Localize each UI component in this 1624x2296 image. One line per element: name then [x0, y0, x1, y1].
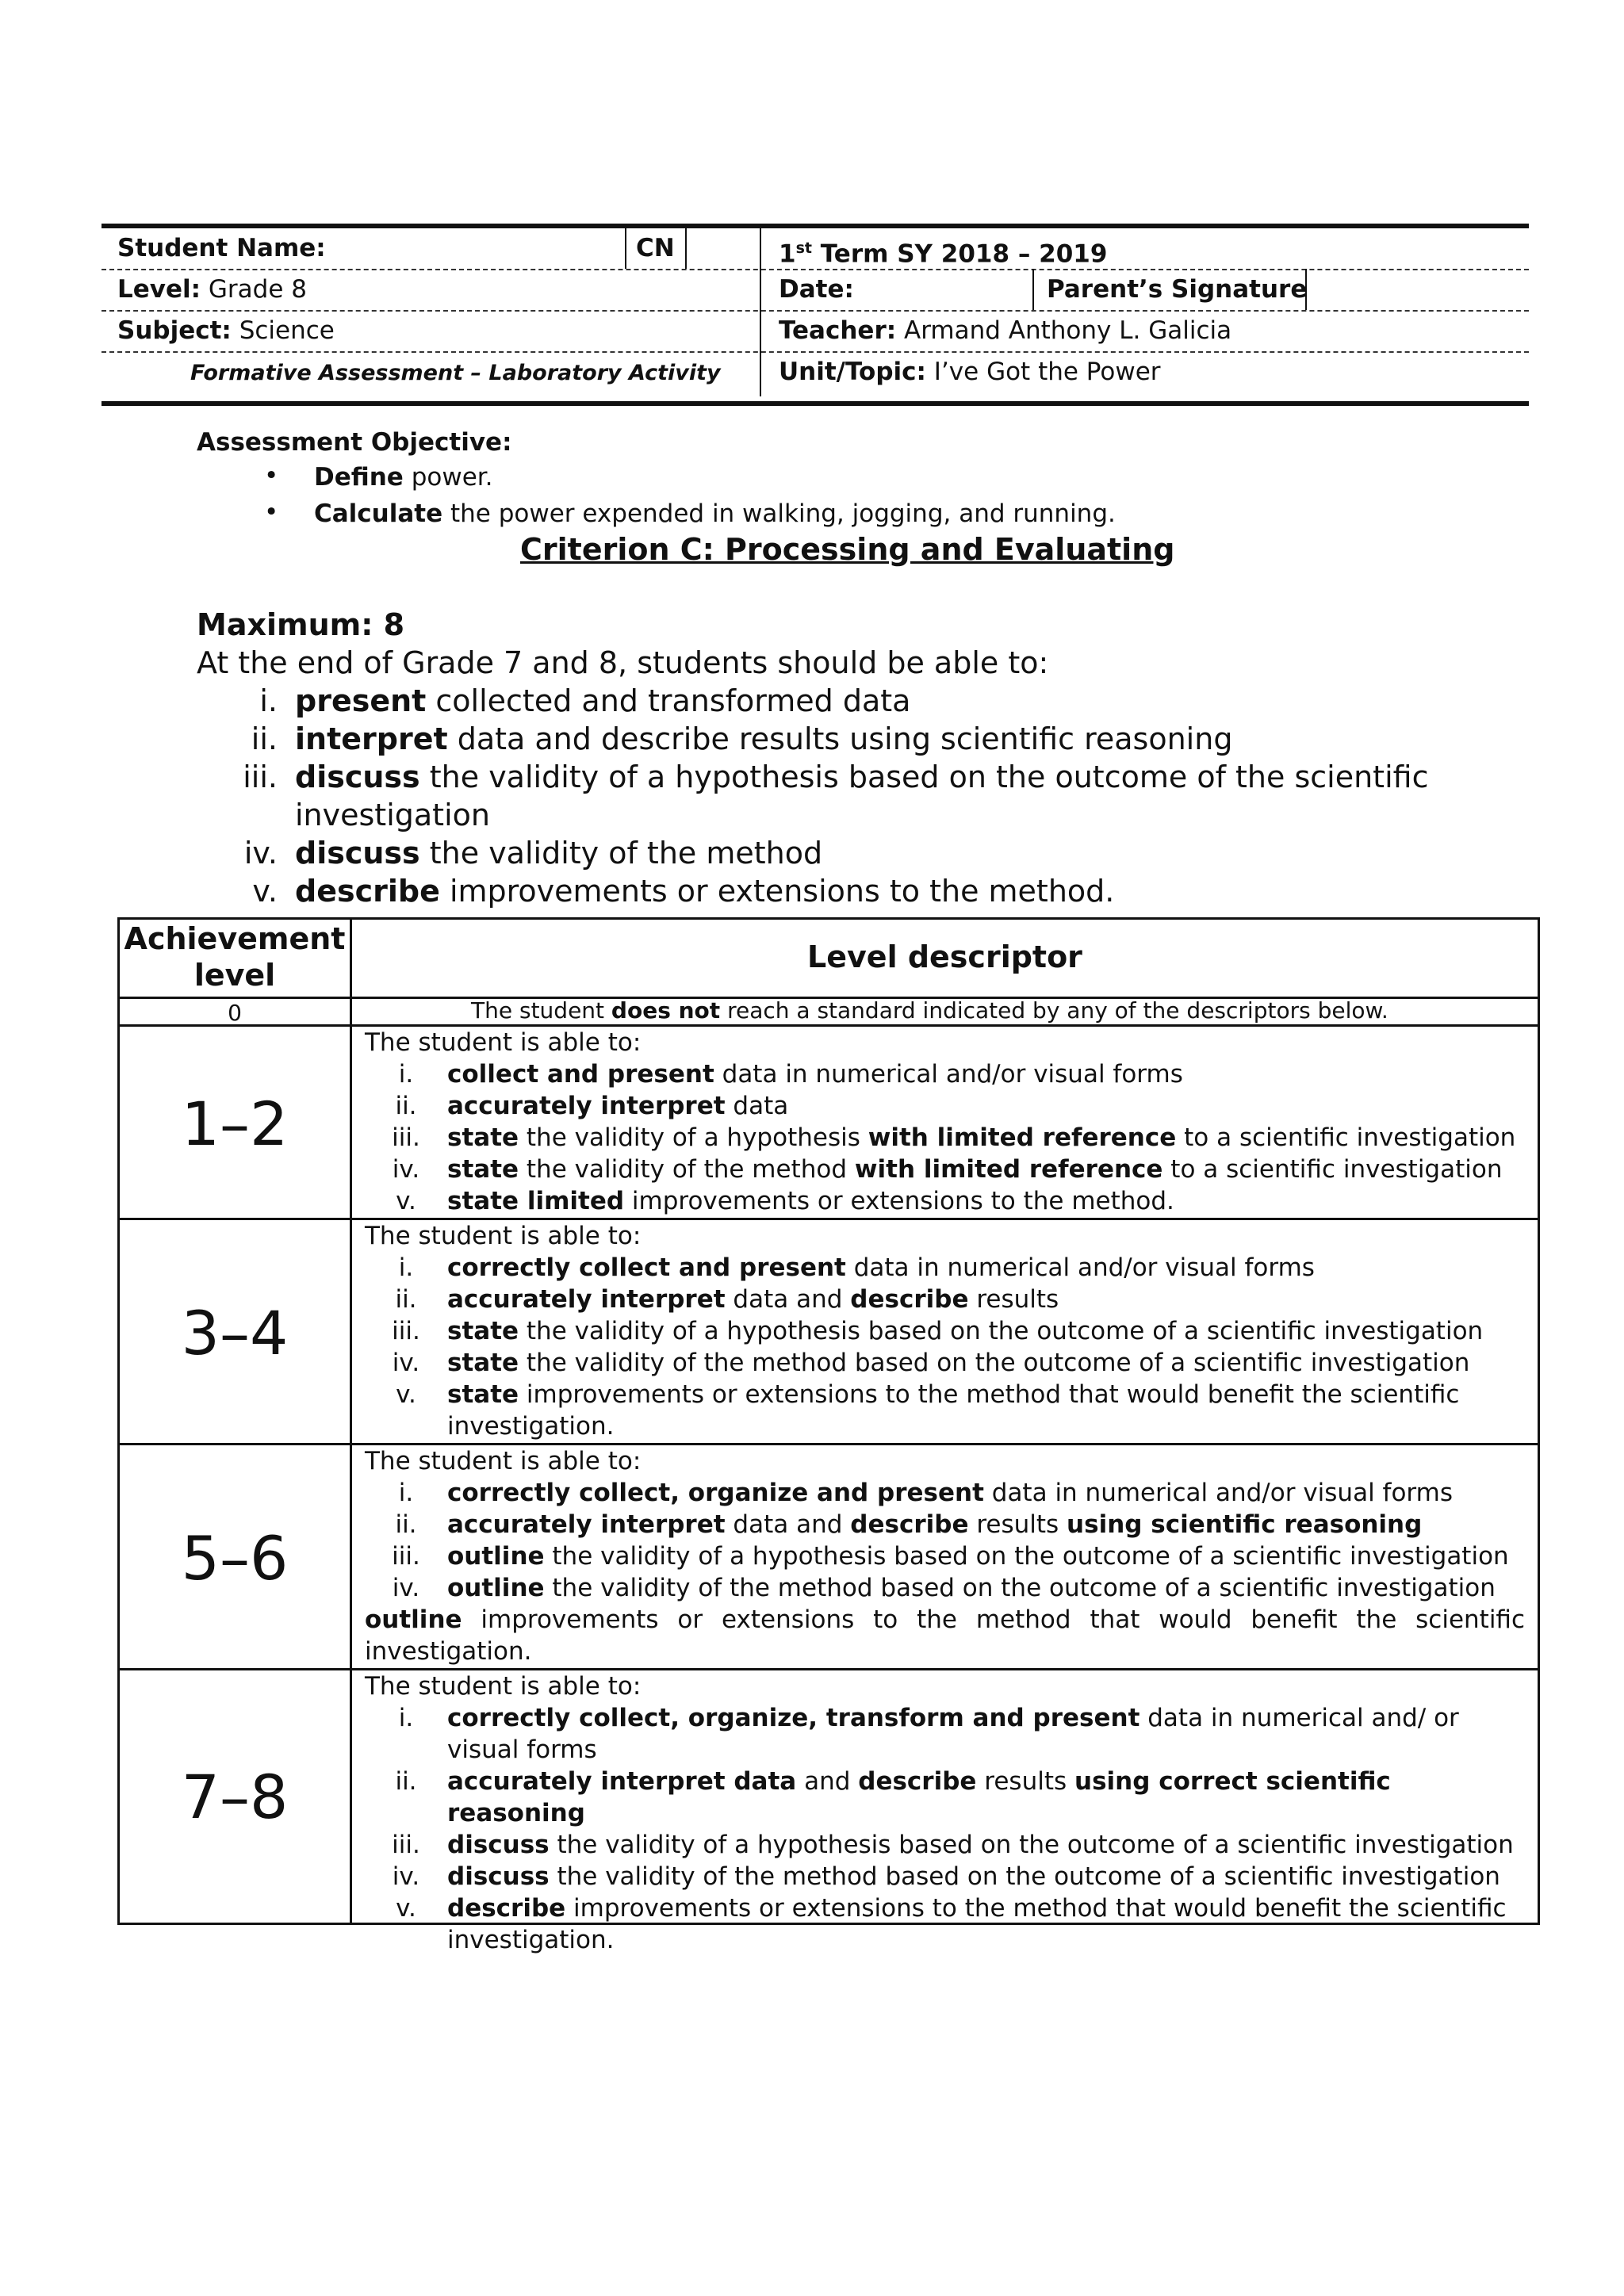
descriptor-text: the validity of the method based on the outcome of a scientific investigation	[544, 1574, 1496, 1602]
descriptor-item-text	[447, 1185, 1525, 1217]
header-row-divider	[102, 310, 1529, 312]
descriptor-item-text	[447, 1315, 1525, 1347]
descriptor-bold-text: with limited reference	[854, 1155, 1163, 1184]
descriptor-text: improvements or extensions to the method that would benefit the scientific investigation.	[365, 1605, 1525, 1666]
criterion-item: interpret data and describe results using scientific reasoning	[295, 721, 1233, 756]
level-cell: 7–8	[120, 1670, 352, 1923]
descriptor-bold-text: outline	[365, 1605, 462, 1634]
descriptor-bold-text: describe	[850, 1285, 969, 1314]
descriptor-bold-text: accurately interpret data	[447, 1767, 797, 1796]
header-center-divider	[760, 228, 761, 396]
criterion-item-num: v.	[252, 874, 278, 909]
descriptor-item-text	[447, 1892, 1525, 1956]
able-to-label: The student is able to:	[365, 1028, 642, 1057]
descriptor-text: to a scientific investigation	[1162, 1155, 1503, 1184]
descriptor-bold-text: describe	[858, 1767, 977, 1796]
descriptor-cell	[352, 1027, 1538, 1220]
descriptor-item-num: iv.	[392, 1155, 420, 1184]
descriptor-item	[365, 1702, 1525, 1766]
signature-box-left	[1032, 269, 1034, 310]
descriptor-text: results	[976, 1767, 1074, 1796]
descriptor-text: data and	[725, 1285, 851, 1314]
descriptor-item	[365, 1185, 1525, 1217]
descriptor-bold-text: state	[447, 1380, 519, 1409]
descriptor-bold-text: correctly collect, organize and present	[447, 1479, 984, 1507]
descriptor-bold-text: accurately interpret	[447, 1510, 726, 1539]
descriptor-text: data in numerical and/or visual forms	[845, 1253, 1315, 1282]
descriptor-item-text	[447, 1572, 1525, 1604]
descriptor-text: data in numerical and/or visual forms	[983, 1479, 1453, 1507]
descriptor-item-num: iv.	[392, 1574, 420, 1602]
descriptor-item-num: ii.	[395, 1092, 417, 1120]
descriptor-item	[365, 1122, 1525, 1154]
descriptor-bold-text: outline	[447, 1542, 545, 1571]
descriptor-text: the validity of a hypothesis	[519, 1123, 868, 1152]
descriptor-item	[365, 1766, 1525, 1829]
parent-signature-label: Parent’s Signature	[1047, 275, 1308, 304]
descriptor-item	[365, 1379, 1525, 1442]
descriptor-item	[365, 1477, 1525, 1509]
descriptor-item-text	[447, 1861, 1525, 1892]
descriptor-item	[365, 1284, 1525, 1315]
bullet-icon: •	[264, 498, 279, 526]
rubric-row	[120, 1024, 1538, 1220]
descriptor-item-num: v.	[396, 1894, 416, 1923]
descriptor-bold-text: using correct scientific reasoning	[447, 1767, 1391, 1827]
criterion-item: describe improvements or extensions to the method.	[295, 874, 1115, 909]
criterion-item: discuss the validity of a hypothesis based on the outcome of the scientific	[295, 760, 1429, 794]
term-label: 1st Term SY 2018 – 2019	[779, 239, 1108, 269]
descriptor-bold-text: discuss	[447, 1862, 550, 1891]
achievement-level-header: Achievement level	[120, 917, 352, 997]
descriptor-text: the validity of a hypothesis based on the outcome of a scientific investigation	[519, 1317, 1484, 1345]
descriptor-bold-text: correctly collect, organize, transform and present	[447, 1704, 1140, 1732]
criterion-item-num: iv.	[243, 836, 278, 871]
descriptor-item	[365, 1154, 1525, 1185]
descriptor-item	[365, 1347, 1525, 1379]
criterion-item-num: iii.	[243, 760, 278, 794]
descriptor-item-text	[447, 1477, 1525, 1509]
descriptor-item	[365, 1058, 1525, 1090]
descriptor-item-num: ii.	[395, 1767, 417, 1796]
criterion-intro: At the end of Grade 7 and 8, students should be able to:	[197, 645, 1049, 680]
descriptor-item-num: iii.	[392, 1123, 420, 1152]
descriptor-text: to a scientific investigation	[1176, 1123, 1516, 1152]
descriptor-bold-text: discuss	[447, 1831, 550, 1859]
descriptor-item-num: v.	[396, 1380, 416, 1409]
descriptor-bold-text: collect and present	[447, 1060, 714, 1089]
descriptor-item-num: iii.	[392, 1831, 420, 1859]
subject-field: Subject: Science	[117, 316, 335, 345]
level-field: Level: Grade 8	[117, 275, 307, 304]
descriptor-trailing	[365, 1604, 1525, 1667]
student-name-label: Student Name:	[117, 234, 326, 262]
able-to-label: The student is able to:	[365, 1447, 642, 1475]
level-cell: 1–2	[120, 1027, 352, 1220]
descriptor-item	[365, 1090, 1525, 1122]
descriptor-bold-text: using scientific reasoning	[1067, 1510, 1423, 1539]
descriptor-bold-text: with limited reference	[868, 1123, 1177, 1152]
descriptor-text: the validity of a hypothesis based on the outcome of a scientific investigation	[544, 1542, 1509, 1571]
descriptor-item	[365, 1540, 1525, 1572]
descriptor-item-text	[447, 1284, 1525, 1315]
descriptor-item-num: i.	[398, 1060, 414, 1089]
able-to-label: The student is able to:	[365, 1222, 642, 1250]
descriptor-item-text	[447, 1702, 1525, 1766]
descriptor-cell	[352, 1220, 1538, 1445]
descriptor-item-num: iv.	[392, 1862, 420, 1891]
descriptor-bold-text: correctly collect and present	[447, 1253, 846, 1282]
descriptor-item-num: i.	[398, 1479, 414, 1507]
descriptor-text: results	[968, 1510, 1067, 1539]
rubric-row	[120, 1668, 1538, 1954]
descriptor-item-text	[447, 1058, 1525, 1090]
criterion-item: present collected and transformed data	[295, 683, 911, 718]
objective-item: Calculate the power expended in walking, jogging, and running.	[314, 499, 1116, 528]
descriptor-item-num: ii.	[395, 1285, 417, 1314]
descriptor-bold-text: describe	[447, 1894, 566, 1923]
descriptor-text: and	[796, 1767, 859, 1796]
descriptor-text: data and	[725, 1510, 851, 1539]
cn-box-left	[625, 228, 626, 269]
descriptor-item	[365, 1509, 1525, 1540]
descriptor-bold-text: accurately interpret	[447, 1092, 726, 1120]
level-cell: 3–4	[120, 1220, 352, 1445]
descriptor-item-text	[447, 1347, 1525, 1379]
descriptor-bold-text: state	[447, 1349, 519, 1377]
criterion-item-num: ii.	[251, 721, 278, 756]
cn-label: CN	[636, 234, 675, 262]
cn-box-right	[685, 228, 687, 269]
descriptor-item-text	[447, 1540, 1525, 1572]
able-to-label: The student is able to:	[365, 1672, 642, 1701]
descriptor-item-text	[447, 1154, 1525, 1185]
level-descriptor-header: Level descriptor	[807, 939, 1082, 974]
rubric-header-row	[120, 917, 1538, 997]
bullet-icon: •	[264, 461, 279, 490]
descriptor-bold-text: state	[447, 1155, 519, 1184]
descriptor-bold-text: accurately interpret	[447, 1285, 726, 1314]
descriptor-item-text	[447, 1090, 1525, 1122]
descriptor-text: data in numerical and/or visual forms	[714, 1060, 1183, 1089]
descriptor-item-num: v.	[396, 1187, 416, 1215]
rubric-table	[117, 917, 1540, 1954]
descriptor-item-num: iii.	[392, 1542, 420, 1571]
descriptor-item-num: iii.	[392, 1317, 420, 1345]
date-label: Date:	[779, 275, 854, 304]
assessment-type: Formative Assessment – Laboratory Activity	[190, 361, 721, 385]
descriptor-text: results	[968, 1285, 1059, 1314]
criterion-item-num: i.	[259, 683, 278, 718]
descriptor-text: the validity of the method based on the outcome of a scientific investigation	[549, 1862, 1500, 1891]
descriptor-item	[365, 1892, 1525, 1956]
descriptor-cell	[352, 1445, 1538, 1670]
rubric-row	[120, 1443, 1538, 1670]
descriptor-item	[365, 1861, 1525, 1892]
header-row-divider	[102, 269, 1529, 270]
descriptor-text: the validity of the method based on the outcome of a scientific investigation	[519, 1349, 1470, 1377]
header-block	[102, 224, 1529, 406]
assessment-objective-heading: Assessment Objective:	[197, 428, 512, 457]
descriptor-item	[365, 1315, 1525, 1347]
descriptor-item-text	[447, 1379, 1525, 1442]
descriptor-bold-text: state	[447, 1123, 519, 1152]
header-row-divider	[102, 351, 1529, 353]
descriptor-text: the validity of the method	[519, 1155, 855, 1184]
criterion-item-continuation: investigation	[295, 798, 490, 832]
level-cell: 0	[120, 999, 352, 1027]
descriptor-item	[365, 1252, 1525, 1284]
descriptor-item	[365, 1829, 1525, 1861]
descriptor-text: improvements or extensions to the method.	[624, 1187, 1174, 1215]
descriptor-item-text	[447, 1122, 1525, 1154]
unit-topic-field: Unit/Topic: I’ve Got the Power	[779, 358, 1161, 386]
descriptor-item-text	[447, 1766, 1525, 1829]
rubric-row	[120, 1218, 1538, 1445]
descriptor-item-text	[447, 1252, 1525, 1284]
descriptor-bold-text: state	[447, 1317, 519, 1345]
descriptor-text: improvements or extensions to the method that would benefit the scientific investigation.	[447, 1894, 1507, 1954]
descriptor-cell: The student does not reach a standard indicated by any of the descriptors below.	[471, 997, 1388, 1024]
descriptor-item	[365, 1572, 1525, 1604]
descriptor-bold-text: outline	[447, 1574, 545, 1602]
descriptor-text: data	[725, 1092, 789, 1120]
descriptor-item-num: i.	[398, 1704, 414, 1732]
descriptor-text: data in numerical and/ or visual forms	[447, 1704, 1459, 1764]
level-cell: 5–6	[120, 1445, 352, 1670]
descriptor-bold-text: describe	[850, 1510, 969, 1539]
maximum-label: Maximum: 8	[197, 607, 405, 642]
descriptor-item-num: ii.	[395, 1510, 417, 1539]
criterion-title: Criterion C: Processing and Evaluating	[520, 532, 1175, 567]
descriptor-bold-text: state limited	[447, 1187, 625, 1215]
teacher-field: Teacher: Armand Anthony L. Galicia	[779, 316, 1232, 345]
descriptor-item-num: iv.	[392, 1349, 420, 1377]
descriptor-text: the validity of a hypothesis based on the outcome of a scientific investigation	[549, 1831, 1514, 1859]
descriptor-item-text	[447, 1829, 1525, 1861]
descriptor-item-num: i.	[398, 1253, 414, 1282]
descriptor-text: improvements or extensions to the method that would benefit the scientific investigation.	[447, 1380, 1460, 1441]
objective-item: Define power.	[314, 463, 493, 492]
rubric-row-0	[120, 997, 1538, 1027]
criterion-item: discuss the validity of the method	[295, 836, 823, 871]
descriptor-cell	[352, 1670, 1538, 1954]
descriptor-item-text	[447, 1509, 1525, 1540]
